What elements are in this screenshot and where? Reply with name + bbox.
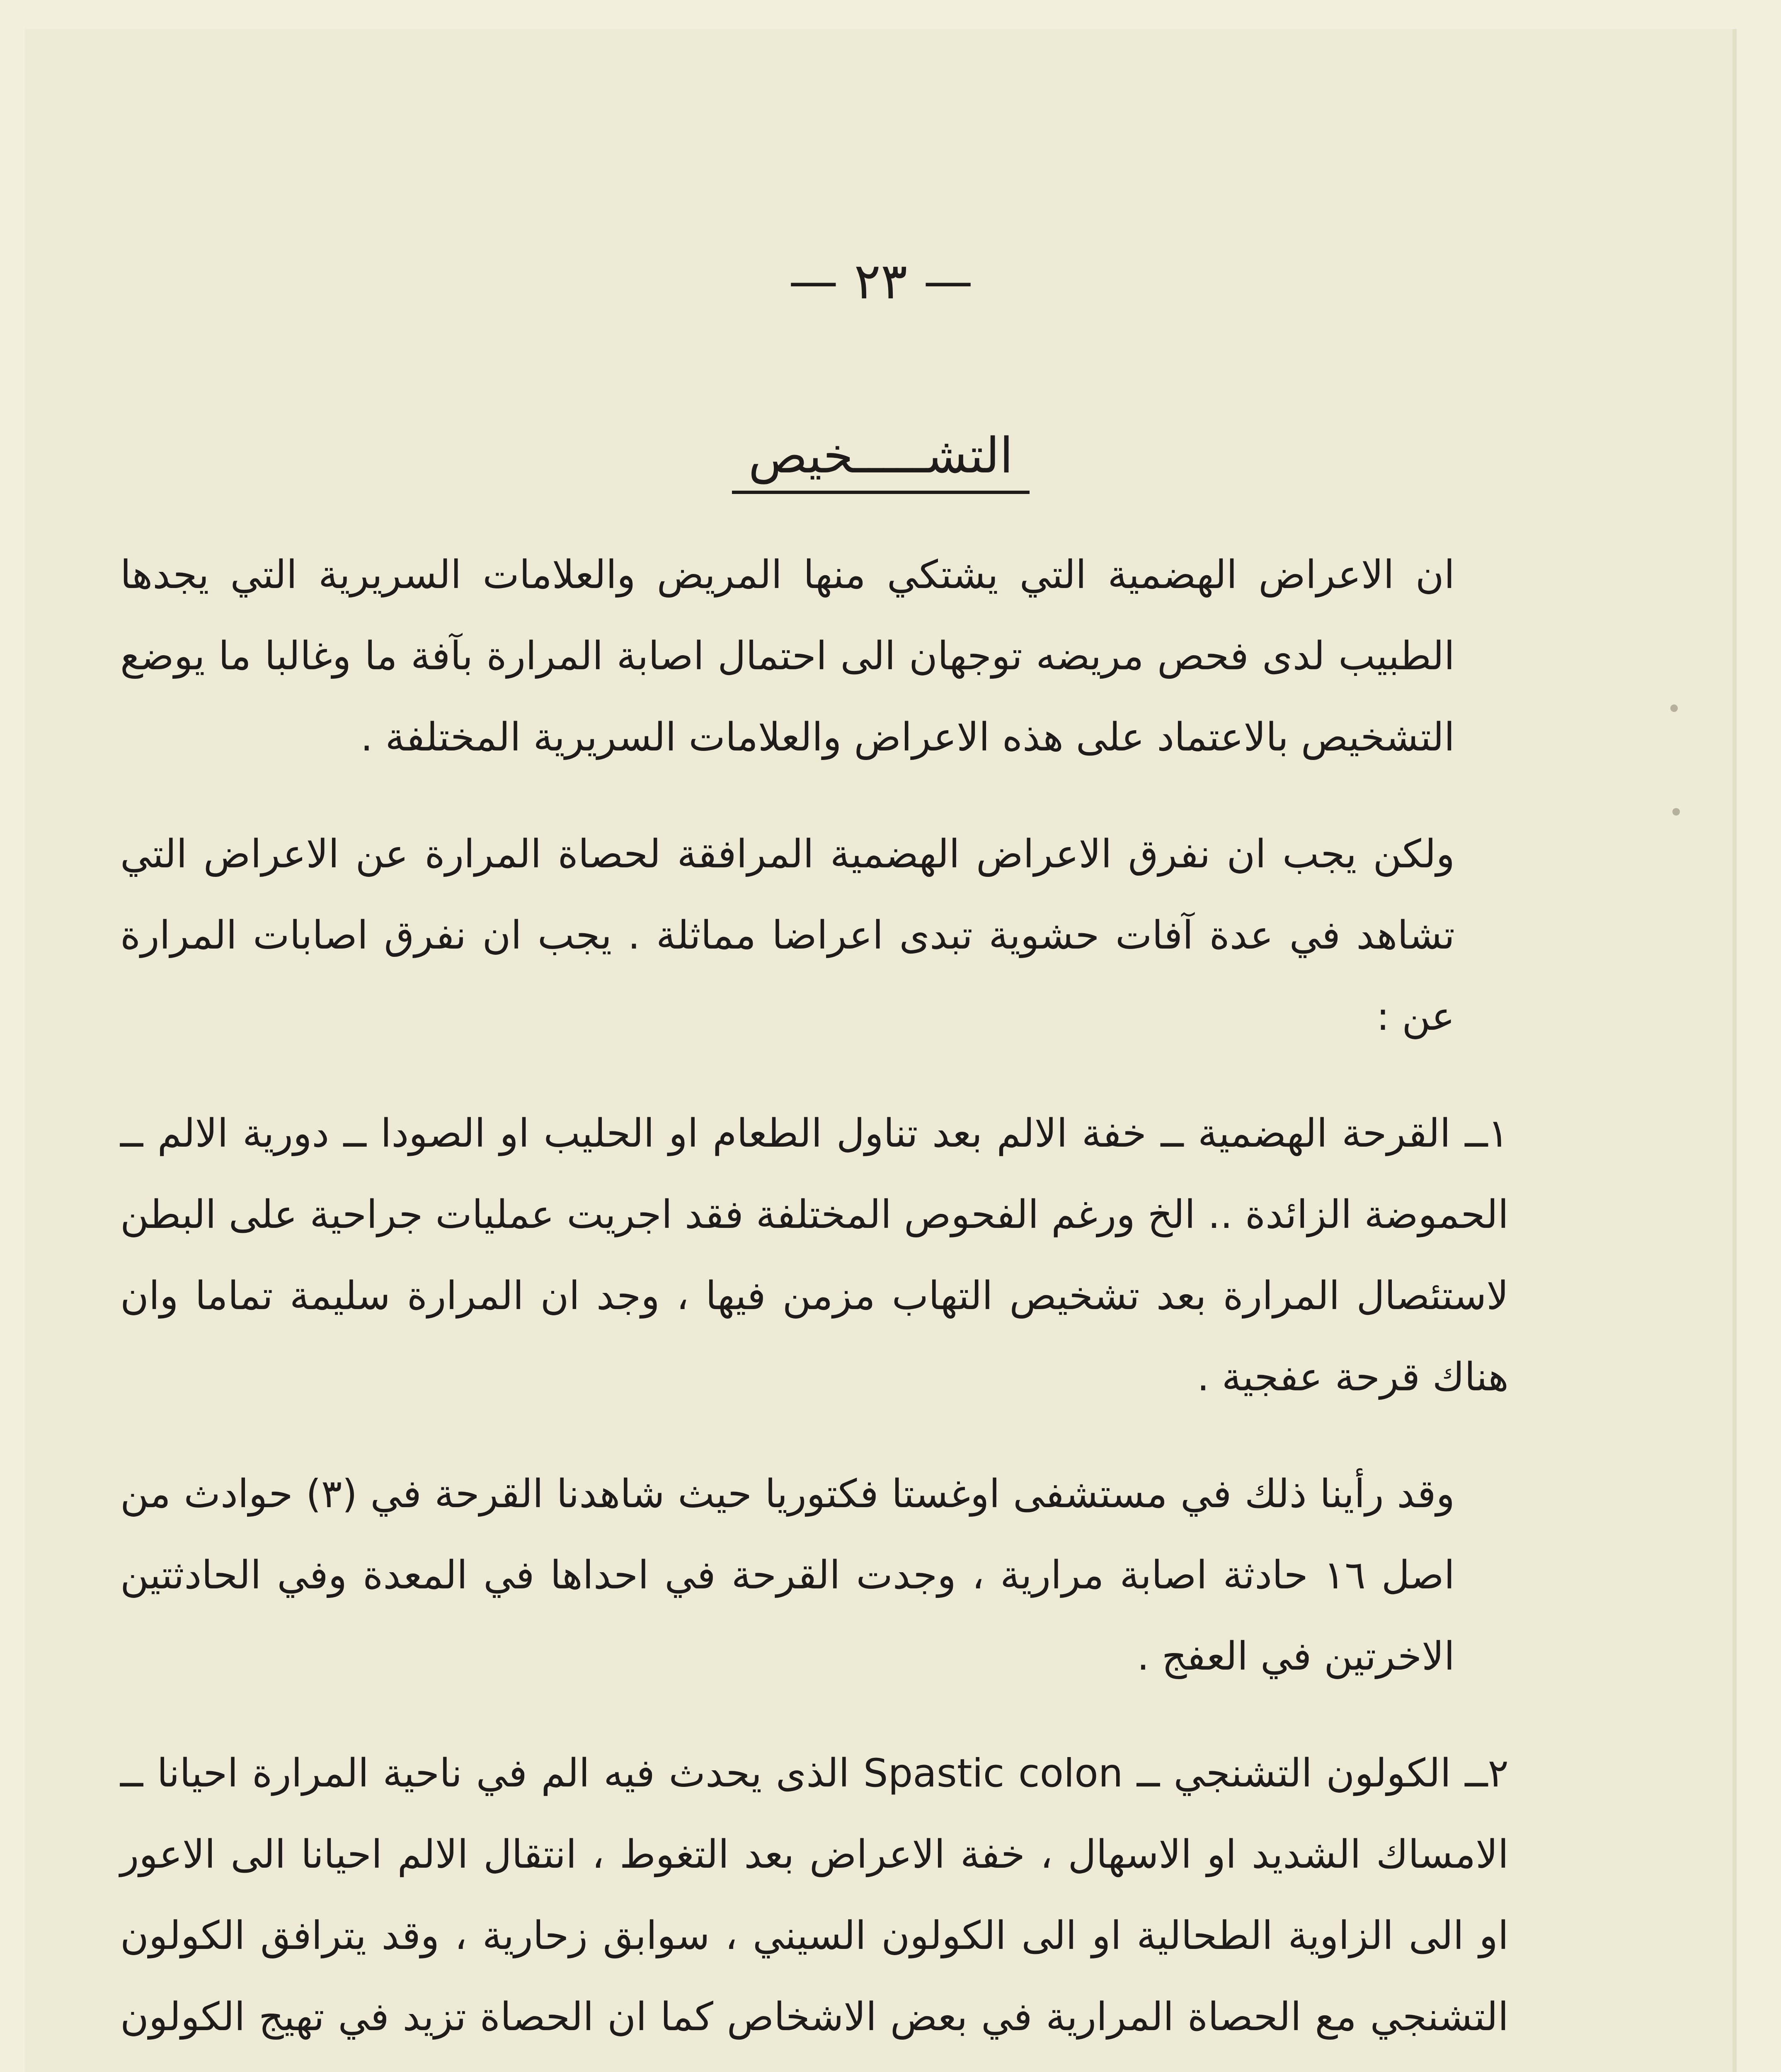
paragraph-2: ولكن يجب ان نفرق الاعراض الهضمية المرافقة لحصاة المرارة عن الاعراض التي تشاهد في عدة آفات حشوية تبدى اعراضا مماثلة . يجب ان نفرق اصابات المرارة عن :: [120, 832, 1455, 1039]
paragraph-3: ١ــ القرحة الهضمية ــ خفة الالم بعد تناول الطعام او الحليب او الصودا ــ دورية الالم ــ الحموضة الزائدة .. الخ ورغم الفحوص المختلفة فقد اجريت عمليات جراحية على البطن لاستئصال المرارة بعد تشخيص التهاب مزمن فيها ، وجد ان المرارة سليمة تماما وان هناك قرحة عفجية .: [120, 1111, 1509, 1400]
paragraph-1: ان الاعراض الهضمية التي يشتكي منها المريض والعلامات السريرية التي يجدها الطبيب لدى فحص مريضه توجهان الى احتمال اصابة المرارة بآفة ما وغالبا ما يوضع التشخيص بالاعتماد على هذه الاعراض والعلامات السريرية المختلفة .: [120, 552, 1455, 760]
document-page: [25, 29, 1737, 2072]
paragraph-4: وقد رأينا ذلك في مستشفى اوغستا فكتوريا حيث شاهدنا القرحة في (٣) حوادث من اصل ١٦ حادثة اصابة مرارية ، وجدت القرحة في احداها في المعدة وفي الحادثتين الاخرتين في العفج .: [120, 1472, 1455, 1679]
body-text: [120, 535, 1509, 2072]
section-heading-text: التشـــــخيص: [732, 427, 1030, 494]
paper-speck: [1672, 808, 1680, 816]
section-heading: [25, 427, 1737, 484]
paragraph-5: ٢ــ الكولون التشنجي ــ Spastic colon الذى يحدث فيه الم في ناحية المرارة احيانا ــ الامساك الشديد او الاسهال ، خفة الاعراض بعد التغوط ، انتقال الالم احيانا الى الاعور او الى الزاوية الطحالية او الى الكولون السيني ، سوابق زحارية ، وقد يترافق الكولون التشنجي مع الحصاة المرارية في بعض الاشخاص كما ان الحصاة تزيد في تهيج الكولون: [120, 1751, 1509, 2040]
paper-speck: [1670, 704, 1678, 712]
page-number: — ٢٣ —: [788, 253, 973, 310]
